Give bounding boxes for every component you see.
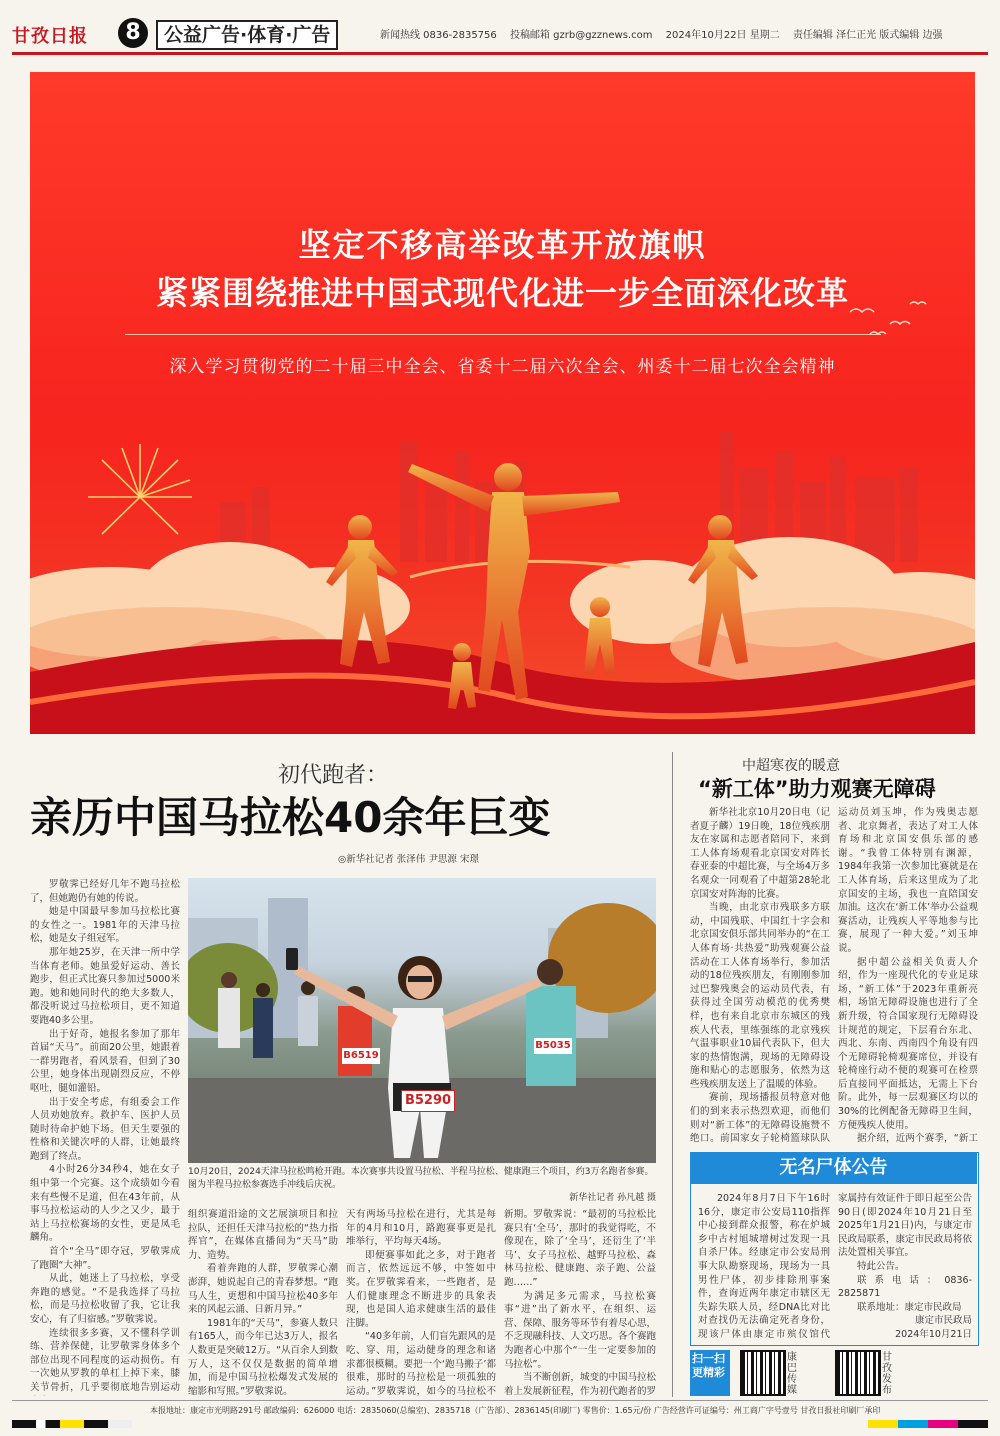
masthead-info bbox=[380, 26, 952, 41]
article1-column-4 bbox=[504, 1208, 656, 1396]
banner-line-1: 坚定不移高举改革开放旗帜 bbox=[298, 226, 707, 264]
paragraph: 当不断创新，城变的中国马拉松着上发展新征程，作为初代跑者的罗 bbox=[504, 1372, 656, 1396]
editors: 责任编辑 泽仁正光 版式编辑 边强 bbox=[792, 30, 943, 41]
notice-text: 2024年8月7日下午16时16分，康定市公安局110指挥中心接到群众报警，称在炉城乡中古村旭城增树过发现一具自杀尸体。经康定市公安局刑事大队勘察现场，现场为一具男性尸体，初步排除刑事案件，查询近两年康定市辖区无失踪失联人员，经DNA比对比对查找仍无法确定死者身份，现该尸体由康定市殡仪馆代 bbox=[698, 1193, 830, 1340]
article1-byline: ◎新华社记者 张泽伟 尹思源 宋璟 bbox=[338, 854, 479, 865]
paragraph: 据中超公益相关负责人介绍，作为一座现代化的专业足球场，“新工体”于2023年重新亮相，场馆无障碍设施也进行了全新升级，符合国家现行无障碍设计规范的规定，下层看台东北、西北、东南、西南四个角设有四个无障碍轮椅观赛席位，并设有轮椅座行动不便的观赛可在检票后直接同平面抵达，无需上下台阶。此外，每一层观赛区均以的30%的比例配备无障碍卫生间，方便残疾人使用。 bbox=[838, 956, 978, 1131]
paragraph: 那年她25岁，在天津一所中学当体育老师。她虽爱好运动、善长跑步，但正式比赛只参加过5000米跑。她和她同时代的绝大多数人，都没听说过马拉松项目，更不知道要跑40多公里。 bbox=[30, 946, 180, 1026]
paragraph: 出于好奇，她报名参加了那年首届“天马”。前面20公里，她跟着一群男跑者，看风景看，但到了30公里，她身体出现剧烈反应，不停呕吐，腿如灌铅。 bbox=[30, 1028, 180, 1094]
banner-ad bbox=[30, 72, 975, 734]
notice-signature: 康定市民政局 bbox=[914, 1315, 972, 1327]
notice-text: 家属持有效证件于即日起至公告90日(即2024年10月21日至2025年1月21日)内，与康定市民政局联系，康定市民政局将依法处置相关事宜。 bbox=[838, 1193, 972, 1259]
paragraph: 即便赛事如此之多，对于跑者而言，依然远远不够，中签如中奖。在罗敬霁看来，一些跑者，是人们健康理念不断进步的具象表现，也是国人追求健康生活的最佳注脚。 bbox=[346, 1249, 496, 1329]
newspaper-logo: 甘孜日报 bbox=[12, 26, 88, 47]
bib-number-left: B6519 bbox=[342, 1048, 380, 1064]
ganzi-release-label: 甘孜发布 bbox=[882, 1352, 892, 1396]
kangba-media-label: 康巴传媒 bbox=[787, 1352, 797, 1396]
bib-number-right: B5035 bbox=[534, 1038, 572, 1054]
paragraph: 首个“全马”即夺冠，罗敬霁成了跑圈“大神”。 bbox=[30, 1246, 180, 1271]
paragraph: 当晚，由北京市残联多方联动，中国残联、中国红十字会和北京国安俱乐部共同举办的“在工人体育场·共热爱”助残观赛公益活动在工人体育场举行，参加活动的18位残疾朋友，有刚刚参加过巴黎残奥会的运动员代表，有获得过全国劳动模范的优秀樊样，也有来自北京市东城区的残疾人代表，里练强练的北京残疾气温事职业10届代表队下，但大家的热情饱满，现场的无障碍设施和贴心的志愿服务，依然为这些残疾朋友送上了温暖的体验。 bbox=[690, 902, 830, 1090]
article1-column-2 bbox=[188, 1208, 338, 1396]
issue-date: 2024年10月22日 星期二 bbox=[665, 30, 780, 41]
banner-artwork bbox=[30, 72, 975, 734]
paragraph: 连续很多多赛，又不懂科学训练、营养保健，让罗敬霁身体多个部位出现不同程度的运动损伤。有一次她从罗教的单杠上掉下来，膝关节骨折，几乎要彻底地告别运动 bbox=[30, 1327, 180, 1393]
qr-code-kangba[interactable] bbox=[740, 1350, 786, 1396]
paragraph: 组织赛道沿途的文艺展演项目和拉拉队，还担任天津马拉松的“热力指挥官”，在媒体直播间为“天马”助力、造势。 bbox=[188, 1209, 338, 1261]
email: 投稿邮箱 gzrb@gzznews.com bbox=[509, 30, 653, 41]
paragraph: 看着奔跑的人群，罗敬霁心潮澎湃，她说起自己的青春梦想。“跑马人生，更想和中国马拉松40多年来的风起云涌、日新月异。” bbox=[188, 1263, 338, 1316]
paragraph: “40多年前，人们盲先跟风的是吃、穿、用，运动健身的理念和诸求都很模糊。要把一个‘跑马搬子’都很难，那时的马拉松是一项孤独的运动。”罗敬霁说，如今的马拉松不 bbox=[346, 1331, 496, 1396]
article1-column-1 bbox=[30, 878, 180, 1396]
paragraph: 新期。罗敬霁说：“最初的马拉松比赛只有‘全马’，那时的我觉得吃，不像现在，除了‘全马’，还衍生了‘半马’、女子马拉松、越野马拉松、森林马拉松、健康跑、亲子跑、公益跑……” bbox=[504, 1209, 656, 1288]
banner-line-3: 深入学习贯彻党的二十届三中全会、省委十二届六次全会、州委十二届七次全会精神 bbox=[169, 357, 836, 377]
scan-label: 扫一扫 bbox=[692, 1352, 725, 1365]
masthead-rule bbox=[12, 52, 988, 55]
photo-credit: 新华社记者 孙凡越 摄 bbox=[569, 1193, 656, 1203]
scan-badge bbox=[690, 1350, 730, 1396]
paragraph: 从此，她迷上了马拉松，享受奔跑的感觉。“不是我选择了马拉松，而是马拉松收留了我，它让我安心，有了归宿感。”罗敬霁说。 bbox=[30, 1273, 180, 1325]
paragraph: 她是中国最早参加马拉松比赛的女性之一。1981年的天津马拉松，她是女子组冠军。 bbox=[30, 906, 180, 945]
paragraph: 据介绍，近两个赛季，“新工 bbox=[857, 1133, 978, 1145]
footer-text: 本报地址：康定市光明路291号 邮政编码：626000 电话：2835060(总编室)、2835718（广告部）、2836145(印刷厂) 零售价：1.65元/份 广告经营许可证编号：州工商广字号壹号 甘孜日报社印刷厂承印 bbox=[150, 1406, 881, 1415]
column-divider bbox=[672, 752, 673, 1397]
notice-title: 无名尸体公告 bbox=[690, 1152, 977, 1184]
paragraph: 新华社北京10月20日电（记者夏子麟）19日晚，18位残疾朋友在家属和志愿者陪同下，来到工人体育场观看北京国安对阵长春亚泰的中超比赛，与全场4万多名观众一同观看了中超第28轮北京国安对阵海的比赛。 bbox=[690, 807, 830, 900]
photo-caption: 10月20日，2024天津马拉松鸣枪开跑。本次赛事共设置马拉松、半程马拉松、健康跑三个项目，约3万名跑者参赛。图为半程马拉松参赛选手冲线后庆祝。 bbox=[188, 1167, 654, 1190]
paragraph: 罗敬霁已经好几年不跑马拉松了，但她跑仍有她的传说。 bbox=[30, 879, 180, 904]
paragraph: 天有两场马拉松在进行，尤其是每年的4月和10月，路跑赛事更是扎堆举行，平均每天4场。 bbox=[346, 1209, 496, 1248]
paragraph: 为满足多元需求，马拉松赛事“进”出了新水平，在组织、运营、保障、服务等环节有着尽心思，不乏现融科技、人文巧思。各个赛跑为跑者心中那个“一生一定要参加的马拉松”。 bbox=[504, 1290, 656, 1370]
photo-scene bbox=[188, 878, 656, 1163]
section-title: 公益广告·体育·广告 bbox=[156, 20, 338, 50]
article2-column-2 bbox=[838, 806, 978, 1146]
article1-kicker: 初代跑者： bbox=[278, 763, 389, 788]
notice-column-1 bbox=[698, 1192, 830, 1340]
notice-contact-address: 联系地址：康定市民政局 bbox=[857, 1301, 962, 1313]
notice-column-2 bbox=[838, 1192, 972, 1340]
color-registration-bar-left bbox=[12, 1420, 132, 1428]
paragraph: 出于安全考虑，有组委会工作人员劝她放弃。救护车、医护人员随时待命护她下场。但天生要强的性格和关键次呼的人群，让她最终跑到了终点。 bbox=[30, 1096, 180, 1162]
article1-title: 亲历中国马拉松40余年巨变 bbox=[30, 793, 551, 842]
more-label: 更精彩 bbox=[692, 1366, 725, 1379]
banner-divider bbox=[125, 334, 881, 335]
page-number: 8 bbox=[118, 18, 148, 48]
article2-column-1 bbox=[690, 806, 830, 1146]
banner-line-2: 紧紧围绕推进中国式现代化进一步全面深化改革 bbox=[155, 274, 849, 312]
masthead bbox=[0, 0, 1000, 62]
qr-code-ganzi[interactable] bbox=[835, 1350, 881, 1396]
article2-kicker: 中超寒夜的暖意 bbox=[742, 758, 840, 774]
footer-rule bbox=[12, 1400, 988, 1401]
bib-number-main: B5290 bbox=[401, 1090, 455, 1112]
paragraph: 4小时26分34秒4，她在女子组中第一个完赛。这个成绩如今看来有些慢不足道，但在43年前，从事马拉松运动的人少之又少，最于站上马拉松赛场的女性，更是凤毛麟角。 bbox=[30, 1164, 180, 1244]
paragraph: 1981年的“天马”，参赛人数只有165人，而今年已达3万人，报名人数更是突破12万。“从百余人到数万人，这不仅仅是数据的简单增加，而是中国马拉松爆发式发展的缩影和写照。”罗敬霁说。 bbox=[188, 1317, 338, 1396]
paragraph: 运动员刘玉坤，作为残奥志愿者、北京舞者，表达了对工人体育场和北京国安俱乐部的感谢。“我曾工体特别有渊源，1984年我第一次参加比赛就是在工人体育场，后来这里成为了北京国安的主场，我也一直陪国安加油。这次在‘新工体’举办公益观赛活动，让残疾人平等地参与比赛，展现了一种大爱。”刘玉坤说。 bbox=[838, 807, 978, 954]
hotline: 新闻热线 0836-2835756 bbox=[380, 30, 497, 41]
notice-date: 2024年10月21日 bbox=[895, 1328, 972, 1340]
article2-title: “新工体”助力观赛无障碍 bbox=[698, 777, 936, 801]
notice-closing: 特此公告。 bbox=[857, 1260, 905, 1272]
notice-contact-phone: 联系电话：0836-2825871 bbox=[838, 1274, 972, 1300]
marathon-photo bbox=[188, 878, 656, 1163]
article1-column-3 bbox=[346, 1208, 496, 1396]
paragraph: 赛前，现场播报员特意对他们的到来表示热烈欢迎，而他们则对“新工体”的无障碍设施赞不绝口。前国家女子轮椅篮球队队 bbox=[690, 1092, 830, 1145]
color-registration-bar-right bbox=[868, 1420, 988, 1428]
